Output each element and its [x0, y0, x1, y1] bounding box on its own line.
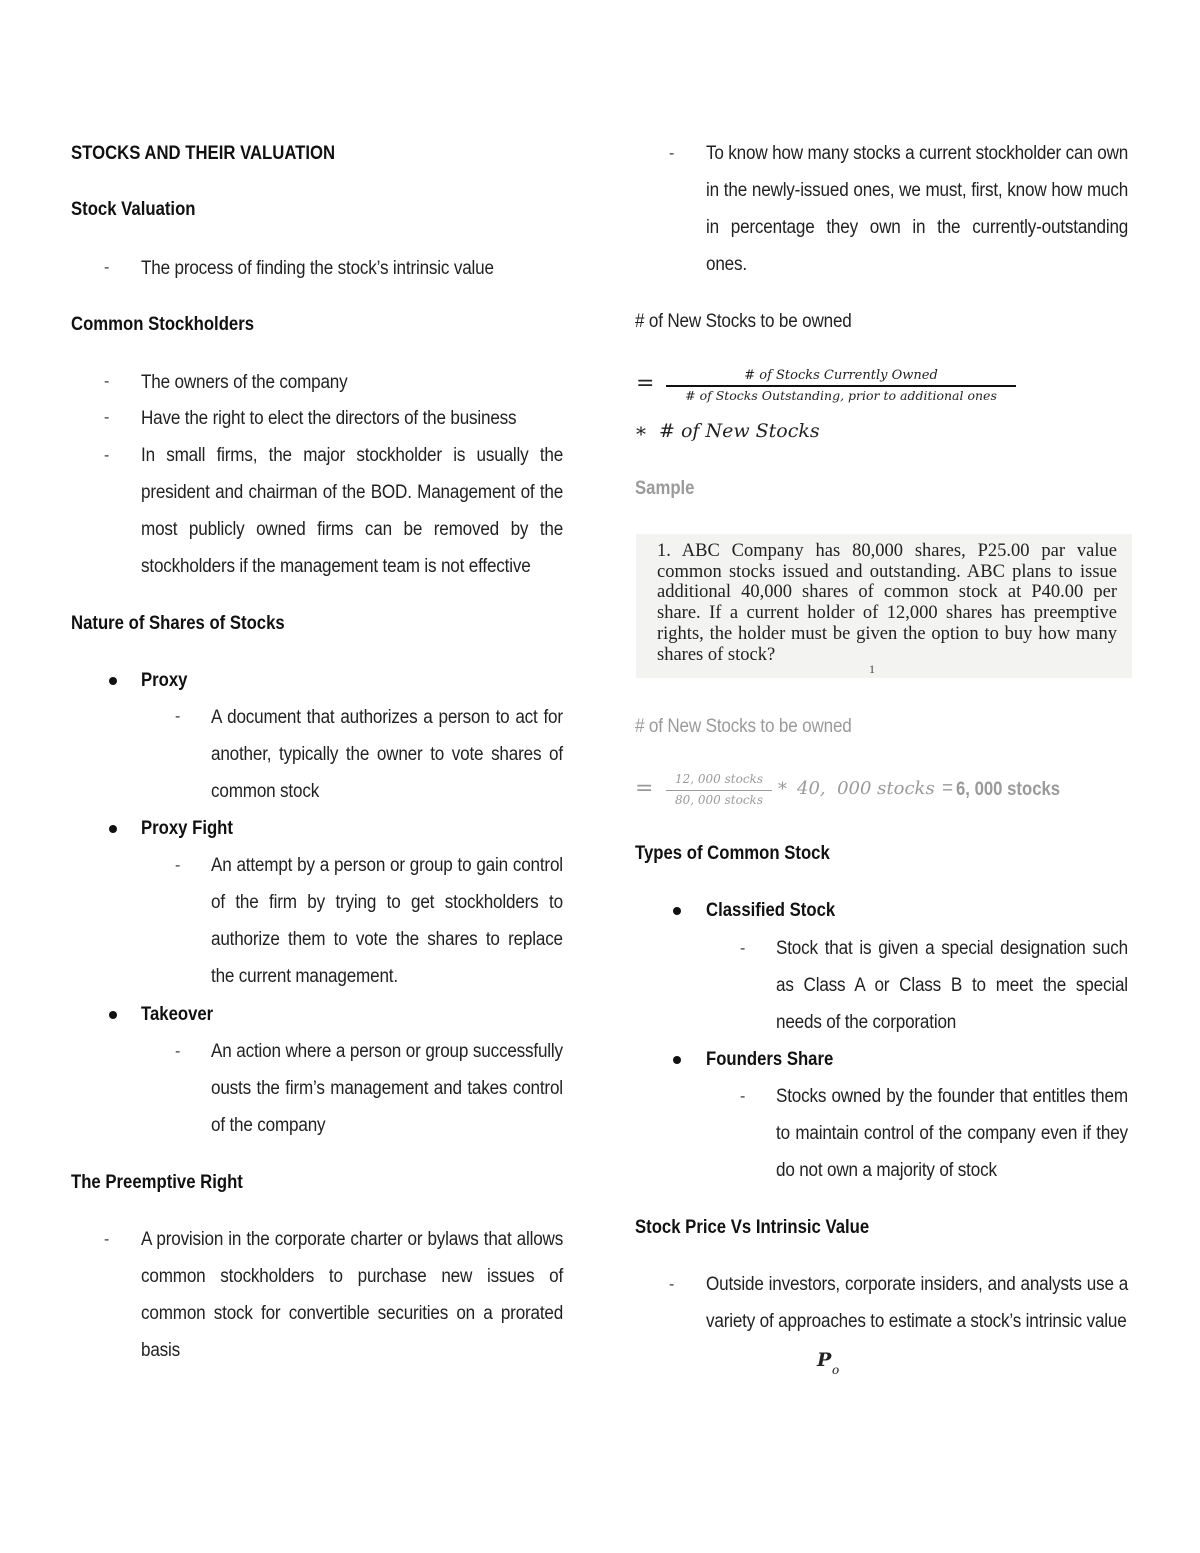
price-vs-value-heading: Stock Price Vs Intrinsic Value [635, 1217, 870, 1238]
bullet-marker [109, 677, 117, 685]
founders-share-desc: Stocks owned by the founder that entitles them to maintain control of the company even if they do not own a majority of stock [776, 1086, 1128, 1181]
sample-problem-text: 1. ABC Company has 80,000 shares, P25.00 par value common stocks issued and outstanding. ABC plans to issue additional 40,000 shares of common stock at P40.00 per share. If a current holder of 12,000 shares has preemptive rights, the holder must be given the option to buy how many shares of stock? [657, 541, 1117, 665]
dash-marker: - [669, 1276, 675, 1293]
formula-fraction-bar [666, 385, 1016, 387]
sample-fraction-bar [666, 790, 772, 791]
sample-multiplier: 40, 000 stocks [797, 778, 935, 799]
dash-marker: - [175, 1043, 181, 1060]
dash-marker: - [104, 1231, 110, 1248]
formula-label: # of New Stocks to be owned [635, 311, 852, 332]
proxy-label: Proxy [141, 670, 188, 691]
preemptive-item: A provision in the corporate charter or bylaws that allows common stockholders to purchase new issues of common stock for convertible securities on a prorated basis [141, 1229, 564, 1361]
intrinsic-value-symbol: P [817, 1349, 832, 1371]
preemptive-heading: The Preemptive Right [71, 1172, 243, 1193]
takeover-label: Takeover [141, 1004, 214, 1025]
intrinsic-value-subscript: o [832, 1363, 840, 1377]
dash-marker: - [740, 1088, 746, 1105]
dash-marker: - [104, 409, 110, 426]
stock-valuation-item: The process of finding the stock’s intrinsic value [141, 258, 494, 279]
sample-formula-equals: = [635, 776, 654, 801]
dash-marker: - [740, 940, 746, 957]
formula-numerator: # of Stocks Currently Owned [744, 368, 938, 383]
formula-times: * [636, 422, 646, 446]
dash-marker: - [104, 259, 110, 276]
bullet-marker [109, 825, 117, 833]
sample-page-mark: 1 [869, 662, 875, 676]
sample-denominator: 80, 000 stocks [675, 793, 763, 807]
price-vs-value-item: Outside investors, corporate insiders, and analysts use a variety of approaches to estimate a stock’s intrinsic value [706, 1274, 1129, 1332]
dash-marker: - [175, 857, 181, 874]
classified-stock-label: Classified Stock [706, 900, 836, 921]
bullet-marker [109, 1011, 117, 1019]
sample-result: 6, 000 stocks [956, 779, 1061, 800]
sample-eq2: = [942, 778, 954, 799]
dash-marker: - [669, 145, 675, 162]
nature-heading: Nature of Shares of Stocks [71, 613, 285, 634]
formula-multiplier: # of New Stocks [659, 420, 820, 442]
proxy-desc: A document that authorizes a person to act for another, typically the owner to vote shares of common stock [211, 707, 563, 802]
sample-formula-label: # of New Stocks to be owned [635, 716, 852, 737]
formula-denominator: # of Stocks Outstanding, prior to additional ones [685, 388, 997, 403]
sample-numerator: 12, 000 stocks [675, 772, 763, 786]
formula-equals: = [636, 371, 655, 396]
dash-marker: - [104, 447, 110, 464]
common-stockholders-item-1: The owners of the company [141, 372, 348, 393]
dash-marker: - [104, 373, 110, 390]
bullet-marker [673, 907, 681, 915]
sample-times: * [778, 779, 787, 800]
dash-marker: - [175, 708, 181, 725]
bullet-marker [673, 1056, 681, 1064]
founders-share-label: Founders Share [706, 1049, 834, 1070]
stock-valuation-heading: Stock Valuation [71, 199, 196, 220]
page-title: STOCKS AND THEIR VALUATION [71, 143, 336, 164]
common-stockholders-heading: Common Stockholders [71, 314, 255, 335]
common-stockholders-item-3: In small firms, the major stockholder is usually the president and chairman of the BOD. Management of the most publicly owned firms can be removed by the stockholders if the management team is not effective [141, 445, 564, 577]
classified-stock-desc: Stock that is given a special designation such as Class A or Class B to meet the special needs of the corporation [776, 938, 1128, 1033]
sample-heading: Sample [635, 478, 695, 499]
types-heading: Types of Common Stock [635, 843, 830, 864]
sample-problem-box [636, 534, 1132, 678]
takeover-desc: An action where a person or group successfully ousts the firm’s management and takes control of the company [211, 1041, 563, 1136]
proxy-fight-label: Proxy Fight [141, 818, 233, 839]
right-intro-item: To know how many stocks a current stockholder can own in the newly-issued ones, we must, first, know how much in percentage they own in the currently-outstanding ones. [706, 143, 1129, 275]
proxy-fight-desc: An attempt by a person or group to gain control of the firm by trying to get stockholders to authorize them to vote the shares to replace the current management. [211, 855, 563, 987]
common-stockholders-item-2: Have the right to elect the directors of the business [141, 408, 517, 429]
